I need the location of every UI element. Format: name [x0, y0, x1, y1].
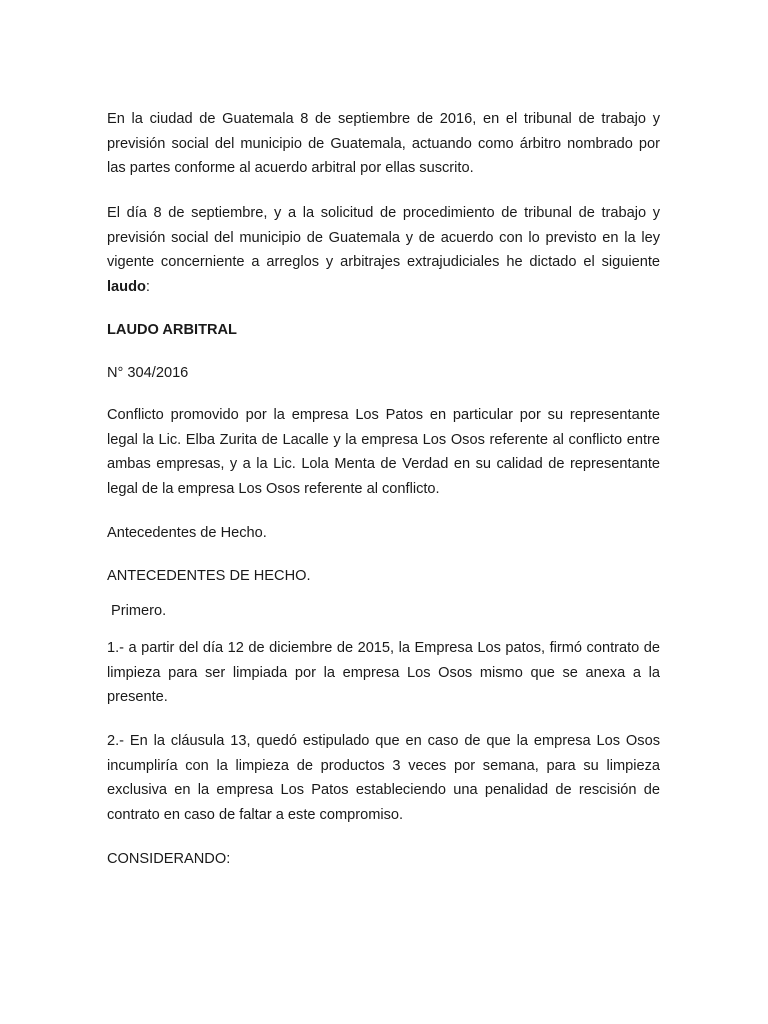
considerando-heading: CONSIDERANDO: [107, 851, 231, 867]
item-1-paragraph: 1.- a partir del día 12 de diciembre de 2015, la Empresa Los patos, firmó contrato de limpieza para ser limpiada por la empresa Los Osos mismo que se anexa a la presente. [107, 640, 660, 706]
antecedentes-heading: Antecedentes de Hecho. [107, 525, 267, 541]
primero-heading: Primero. [107, 603, 167, 619]
intro-paragraph: En la ciudad de Guatemala 8 de septiembre de 2016, en el tribunal de trabajo y previsión social del municipio de Guatemala, actuando como árbitro nombrado por las partes conforme al acuerdo arbitral por ellas suscrito. [107, 111, 660, 177]
antecedentes-heading-caps: ANTECEDENTES DE HECHO. [107, 568, 311, 584]
request-text: El día 8 de septiembre, y a la solicitud de procedimiento de tribunal de trabajo y previsión social del municipio de Guatemala y de acuerdo con lo previsto en la ley vigente concerniente a arreglos y arbitrajes extrajudiciales he dictado el siguiente [107, 205, 660, 271]
conflict-paragraph: Conflicto promovido por la empresa Los Patos en particular por su representante legal la Lic. Elba Zurita de Lacalle y la empresa Los Osos referente al conflicto entre ambas empresas, y a la Lic. Lola Menta de Verdad en su calidad de representante legal de la empresa Los Osos referente al conflicto. [107, 407, 660, 498]
case-number: N° 304/2016 [107, 365, 189, 381]
item-2-paragraph: 2.- En la cláusula 13, quedó estipulado que en caso de que la empresa Los Osos incumpliría con la limpieza de productos 3 veces por semana, para su limpieza exclusiva en la empresa Los Patos estableciendo una penalidad de rescisión de contrato en caso de faltar a este compromiso. [107, 733, 660, 824]
request-paragraph [107, 201, 660, 300]
document-title: LAUDO ARBITRAL [107, 322, 237, 338]
laudo-bold-word: laudo [107, 279, 146, 296]
request-colon: : [145, 279, 150, 296]
